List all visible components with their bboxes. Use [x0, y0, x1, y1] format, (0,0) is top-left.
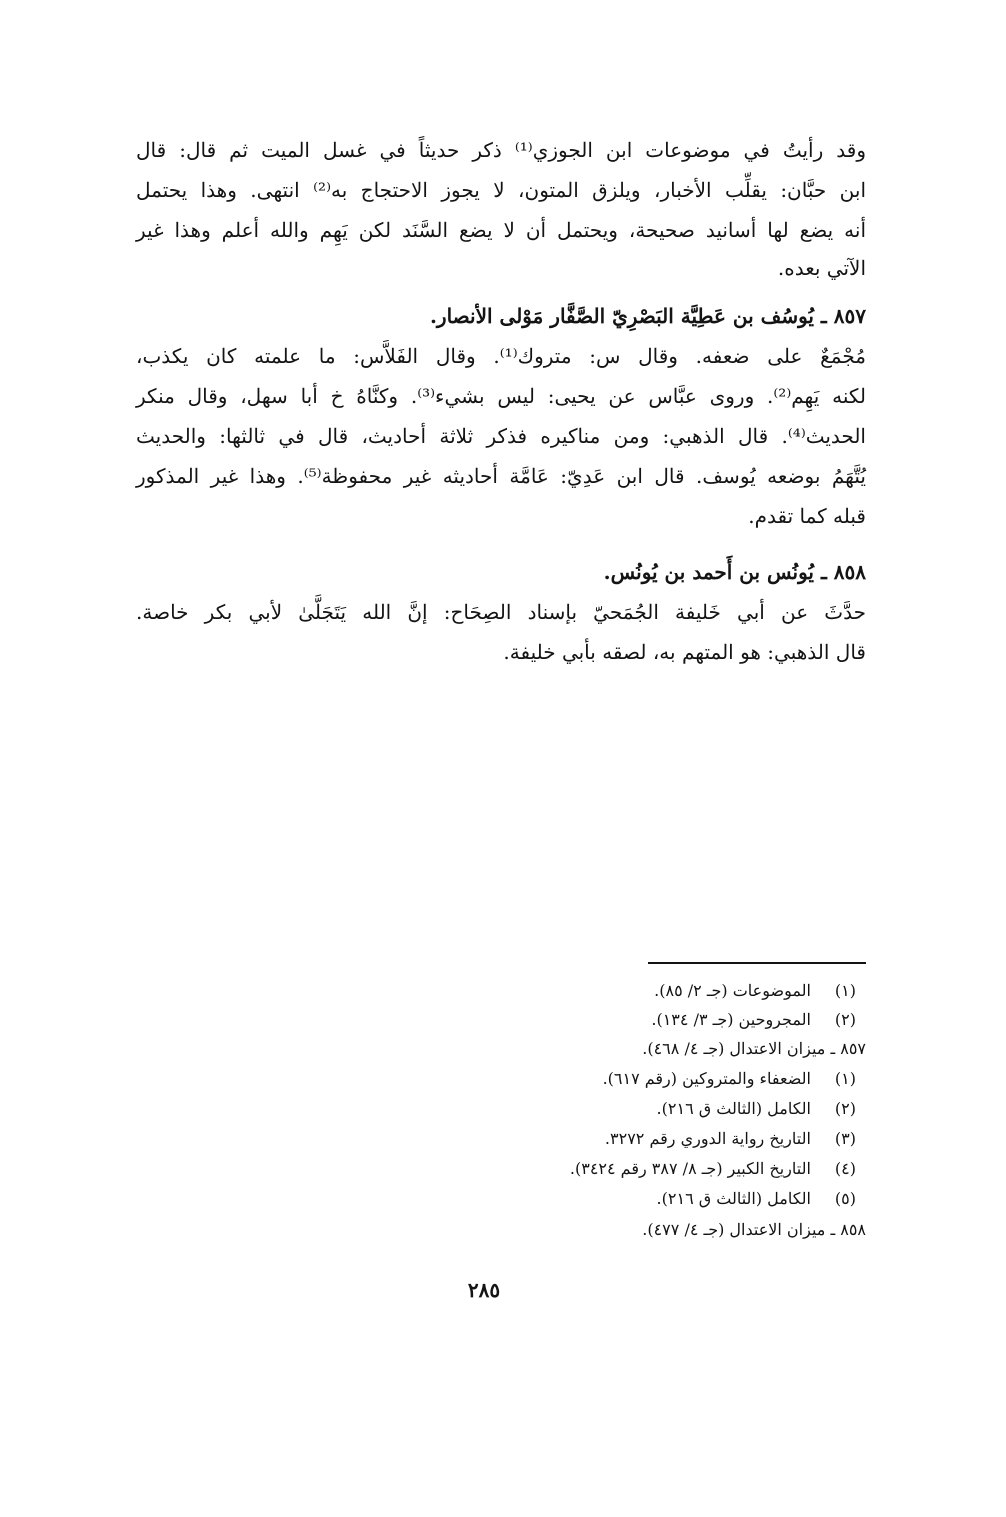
- footnote: [570, 1161, 856, 1177]
- footnote-text: الكامل (الثالث ق ٢١٦).: [656, 1099, 811, 1118]
- body-line: يُتَّهَمُ بوضعه يُوسف. قال ابن عَدِيّ: عَامَّة أحاديثه غير محفوظة⁽⁵⁾. وهذا غير المذكور: [136, 464, 866, 488]
- body-line: ابن حبَّان: يقلِّب الأخبار، ويلزق المتون، لا يجوز الاحتجاج به⁽²⁾ انتهى. وهذا يحتمل: [136, 178, 866, 202]
- footnote-separator: [648, 962, 866, 964]
- body-line: أنه يضع لها أسانيد صحيحة، ويحتمل أن لا يضع السَّنَد لكن يَهِم والله أعلم وهذا غير: [136, 218, 866, 242]
- body-line: الآتي بعده.: [777, 256, 866, 280]
- footnote-source: ٨٥٧ ـ ميزان الاعتدال (جـ ٤/ ٤٦٨).: [642, 1039, 866, 1058]
- entry-heading: ٨٥٧ ـ يُوسُف بن عَطِيَّة البَصْرِيّ الصَّفَّار مَوْلى الأنصار.: [429, 304, 866, 328]
- footnote-text: التاريخ الكبير (جـ ٨/ ٣٨٧ رقم ٣٤٢٤).: [569, 1159, 811, 1178]
- footnote-text: المجروحين (جـ ٣/ ١٣٤).: [651, 1010, 811, 1029]
- page-number: ٢٨٥: [467, 1278, 501, 1302]
- body-line: مُجْمَعٌ على ضعفه. وقال س: متروك⁽¹⁾. وقال الفَلاَّس: ما علمته كان يكذب،: [136, 344, 866, 368]
- body-line: وقد رأيتُ في موضوعات ابن الجوزي⁽¹⁾ ذكر حديثاً في غسل الميت ثم قال: قال: [136, 138, 866, 162]
- footnote: [651, 1012, 856, 1028]
- footnote-number: (٢): [834, 1010, 856, 1029]
- body-line: قبله كما تقدم.: [748, 504, 866, 528]
- footnote-text: الضعفاء والمتروكين (رقم ٦١٧).: [602, 1069, 811, 1088]
- footnote-source: ٨٥٨ ـ ميزان الاعتدال (جـ ٤/ ٤٧٧).: [642, 1220, 866, 1239]
- body-line: قال الذهبي: هو المتهم به، لصقه بأبي خليفة.: [503, 640, 866, 664]
- footnote-text: الموضوعات (جـ ٢/ ٨٥).: [654, 981, 811, 1000]
- footnote-text: الكامل (الثالث ق ٢١٦).: [656, 1189, 811, 1208]
- footnote-number: (٥): [834, 1189, 856, 1208]
- footnote: [654, 983, 856, 999]
- footnote-number: (٤): [834, 1159, 856, 1178]
- footnote-number: (٢): [834, 1099, 856, 1118]
- footnote-text: التاريخ رواية الدوري رقم ٣٢٧٢.: [604, 1129, 811, 1148]
- footnote-number: (٣): [834, 1129, 856, 1148]
- footnote: [657, 1191, 856, 1207]
- body-line: حدَّثَ عن أبي خَليفة الجُمَحيّ بإسناد الصِحَاح: إنَّ الله يَتَجَلَّىٰ لأبي بكر خاصة.: [136, 600, 866, 624]
- footnote: [603, 1071, 856, 1087]
- footnote: [605, 1131, 856, 1147]
- body-line: لكنه يَهِم⁽²⁾. وروى عبَّاس عن يحيى: ليس بشيء⁽³⁾. وكنَّاهُ خ أبا سهل، وقال منكر: [136, 384, 867, 408]
- footnote-number: (١): [834, 981, 856, 1000]
- footnote: [657, 1101, 856, 1117]
- footnote-number: (١): [834, 1069, 856, 1088]
- body-line: الحديث⁽⁴⁾. قال الذهبي: ومن مناكيره فذكر ثلاثة أحاديث، قال في ثالثها: والحديث: [136, 424, 866, 448]
- entry-heading: ٨٥٨ ـ يُونُس بن أَحمد بن يُونُس.: [603, 560, 866, 584]
